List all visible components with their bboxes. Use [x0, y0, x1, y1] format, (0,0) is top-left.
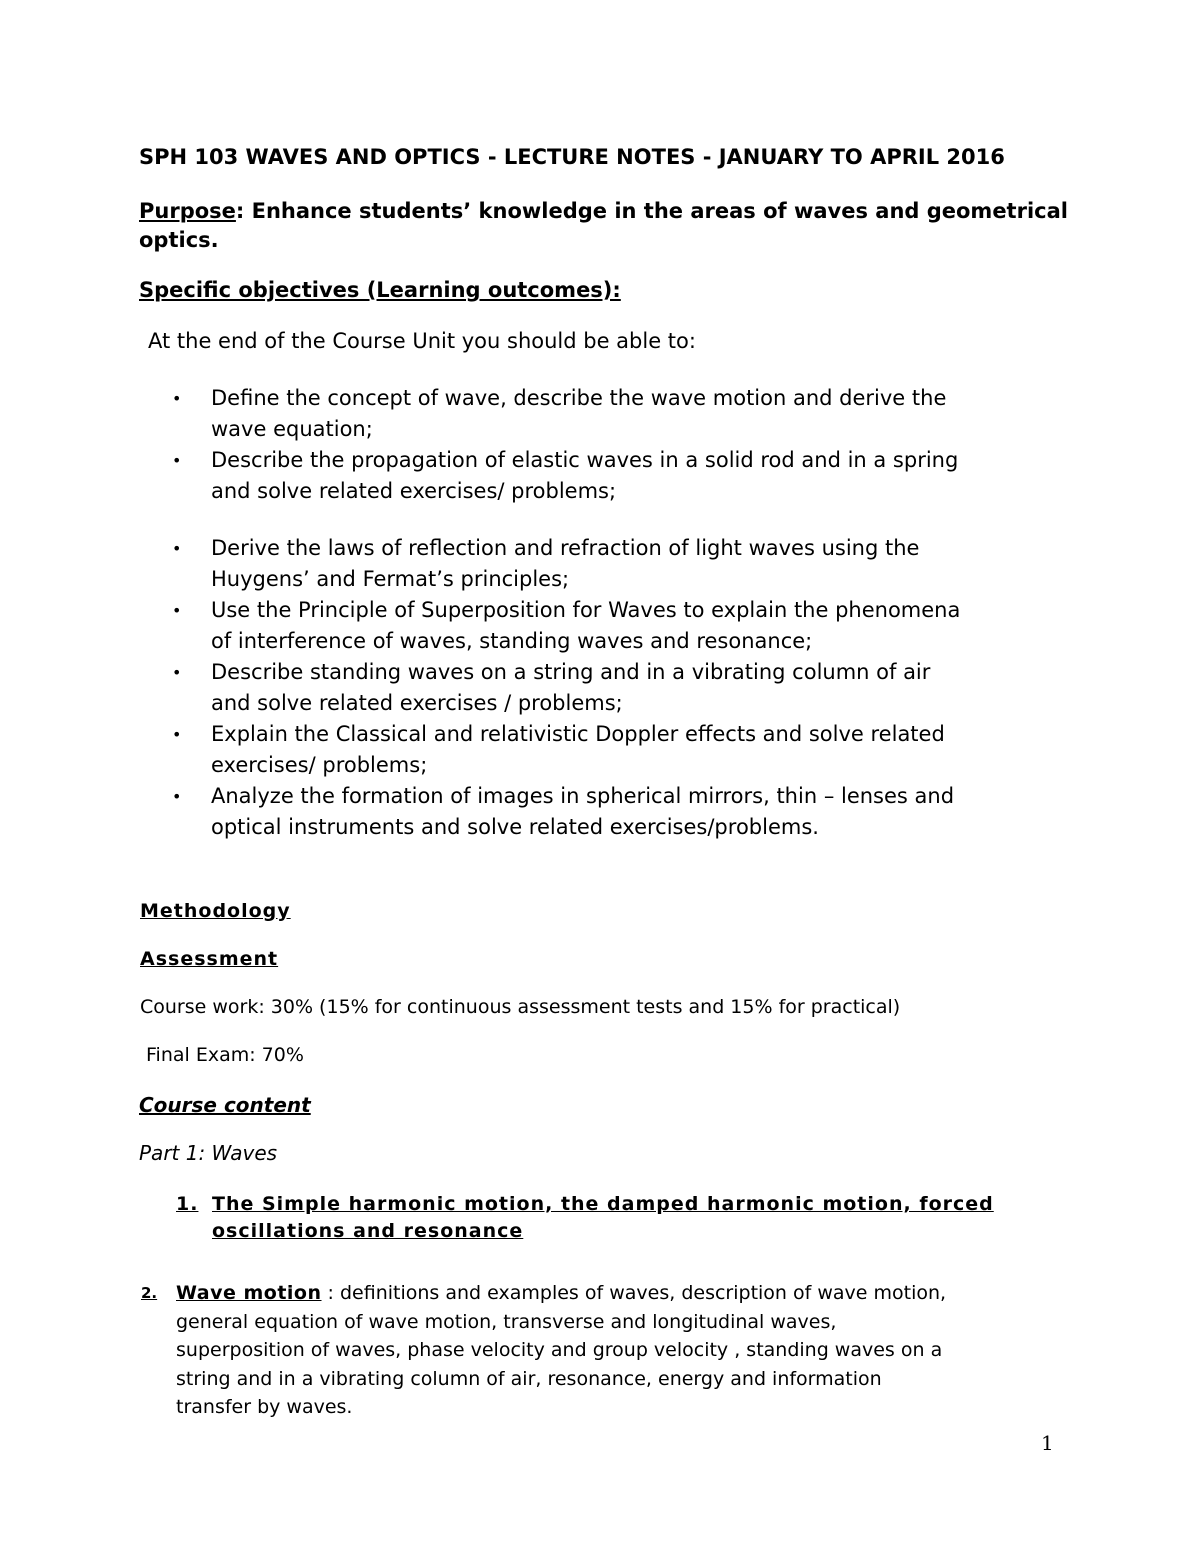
objective-item — [172, 533, 1072, 595]
item-2-heading: Wave motion — [176, 1282, 322, 1304]
bullet-icon: • — [172, 389, 182, 408]
item-1-line: The Simple harmonic motion, the damped harmonic motion, forced — [212, 1193, 994, 1215]
item-1-text — [212, 1191, 994, 1245]
objective-line: and solve related exercises / problems; — [211, 691, 623, 715]
objective-item — [172, 445, 1072, 507]
objective-line: of interference of waves, standing waves and resonance; — [211, 629, 813, 653]
bullet-icon: • — [172, 663, 182, 682]
item-number: 1. — [176, 1193, 199, 1215]
assessment-heading: Assessment — [140, 948, 279, 970]
item-2-line: superposition of waves, phase velocity and group velocity , standing waves on a — [176, 1339, 943, 1361]
objective-line: Define the concept of wave, describe the wave motion and derive the — [211, 386, 947, 410]
objective-item — [172, 595, 1072, 657]
purpose-label: Purpose — [139, 199, 236, 223]
document-title: SPH 103 WAVES AND OPTICS - LECTURE NOTES - JANUARY TO APRIL 2016 — [139, 145, 1005, 169]
objective-line: exercises/ problems; — [211, 753, 428, 777]
objective-item — [172, 781, 1072, 843]
objective-item — [172, 383, 1072, 445]
objective-line: Huygens’ and Fermat’s principles; — [211, 567, 570, 591]
final-exam-line: Final Exam: 70% — [146, 1044, 304, 1066]
bullet-icon: • — [172, 451, 182, 470]
specific-objectives-heading: Specific objectives (Learning outcomes): — [139, 278, 621, 302]
objective-item — [172, 719, 1072, 781]
part-1-heading: Part 1: Waves — [139, 1141, 278, 1165]
course-content-heading: Course content — [139, 1093, 311, 1117]
bullet-icon: • — [172, 725, 182, 744]
bullet-icon: • — [172, 601, 182, 620]
course-work-line: Course work: 30% (15% for continuous assessment tests and 15% for practical) — [140, 996, 901, 1018]
item-2-line: : definitions and examples of waves, description of wave motion, — [321, 1282, 947, 1304]
purpose-text-line1: : Enhance students’ knowledge in the areas of waves and geometrical — [235, 199, 1068, 223]
item-2-line: general equation of wave motion, transverse and longitudinal waves, — [176, 1310, 837, 1333]
methodology-heading: Methodology — [140, 900, 291, 922]
item-number: 2. — [141, 1284, 158, 1302]
page-number: 1 — [1041, 1431, 1054, 1455]
purpose-text-line2: optics. — [139, 228, 219, 252]
item-2-text — [176, 1279, 946, 1422]
objectives-list — [172, 383, 1072, 843]
objective-line: and solve related exercises/ problems; — [211, 479, 617, 503]
objective-line: Derive the laws of reflection and refraction of light waves using the — [211, 536, 920, 560]
objectives-intro: At the end of the Course Unit you should be able to: — [148, 329, 696, 353]
objective-line: wave equation; — [211, 417, 373, 441]
objective-line: optical instruments and solve related exercises/problems. — [211, 815, 819, 839]
item-2-line: string and in a vibrating column of air, resonance, energy and information — [176, 1367, 882, 1390]
objective-line: Describe the propagation of elastic waves in a solid rod and in a spring — [211, 448, 959, 472]
bullet-icon: • — [172, 787, 182, 806]
item-1-line: oscillations and resonance — [212, 1220, 524, 1242]
objective-line: Analyze the formation of images in spherical mirrors, thin – lenses and — [211, 784, 955, 808]
bullet-icon: • — [172, 539, 182, 558]
item-2-line: transfer by waves. — [176, 1396, 353, 1418]
objective-item — [172, 657, 1072, 719]
purpose-paragraph — [139, 197, 1068, 255]
objective-line: Describe standing waves on a string and in a vibrating column of air — [211, 660, 931, 684]
objective-line: Explain the Classical and relativistic Doppler effects and solve related — [211, 722, 945, 746]
objective-line: Use the Principle of Superposition for Waves to explain the phenomena — [211, 598, 961, 622]
